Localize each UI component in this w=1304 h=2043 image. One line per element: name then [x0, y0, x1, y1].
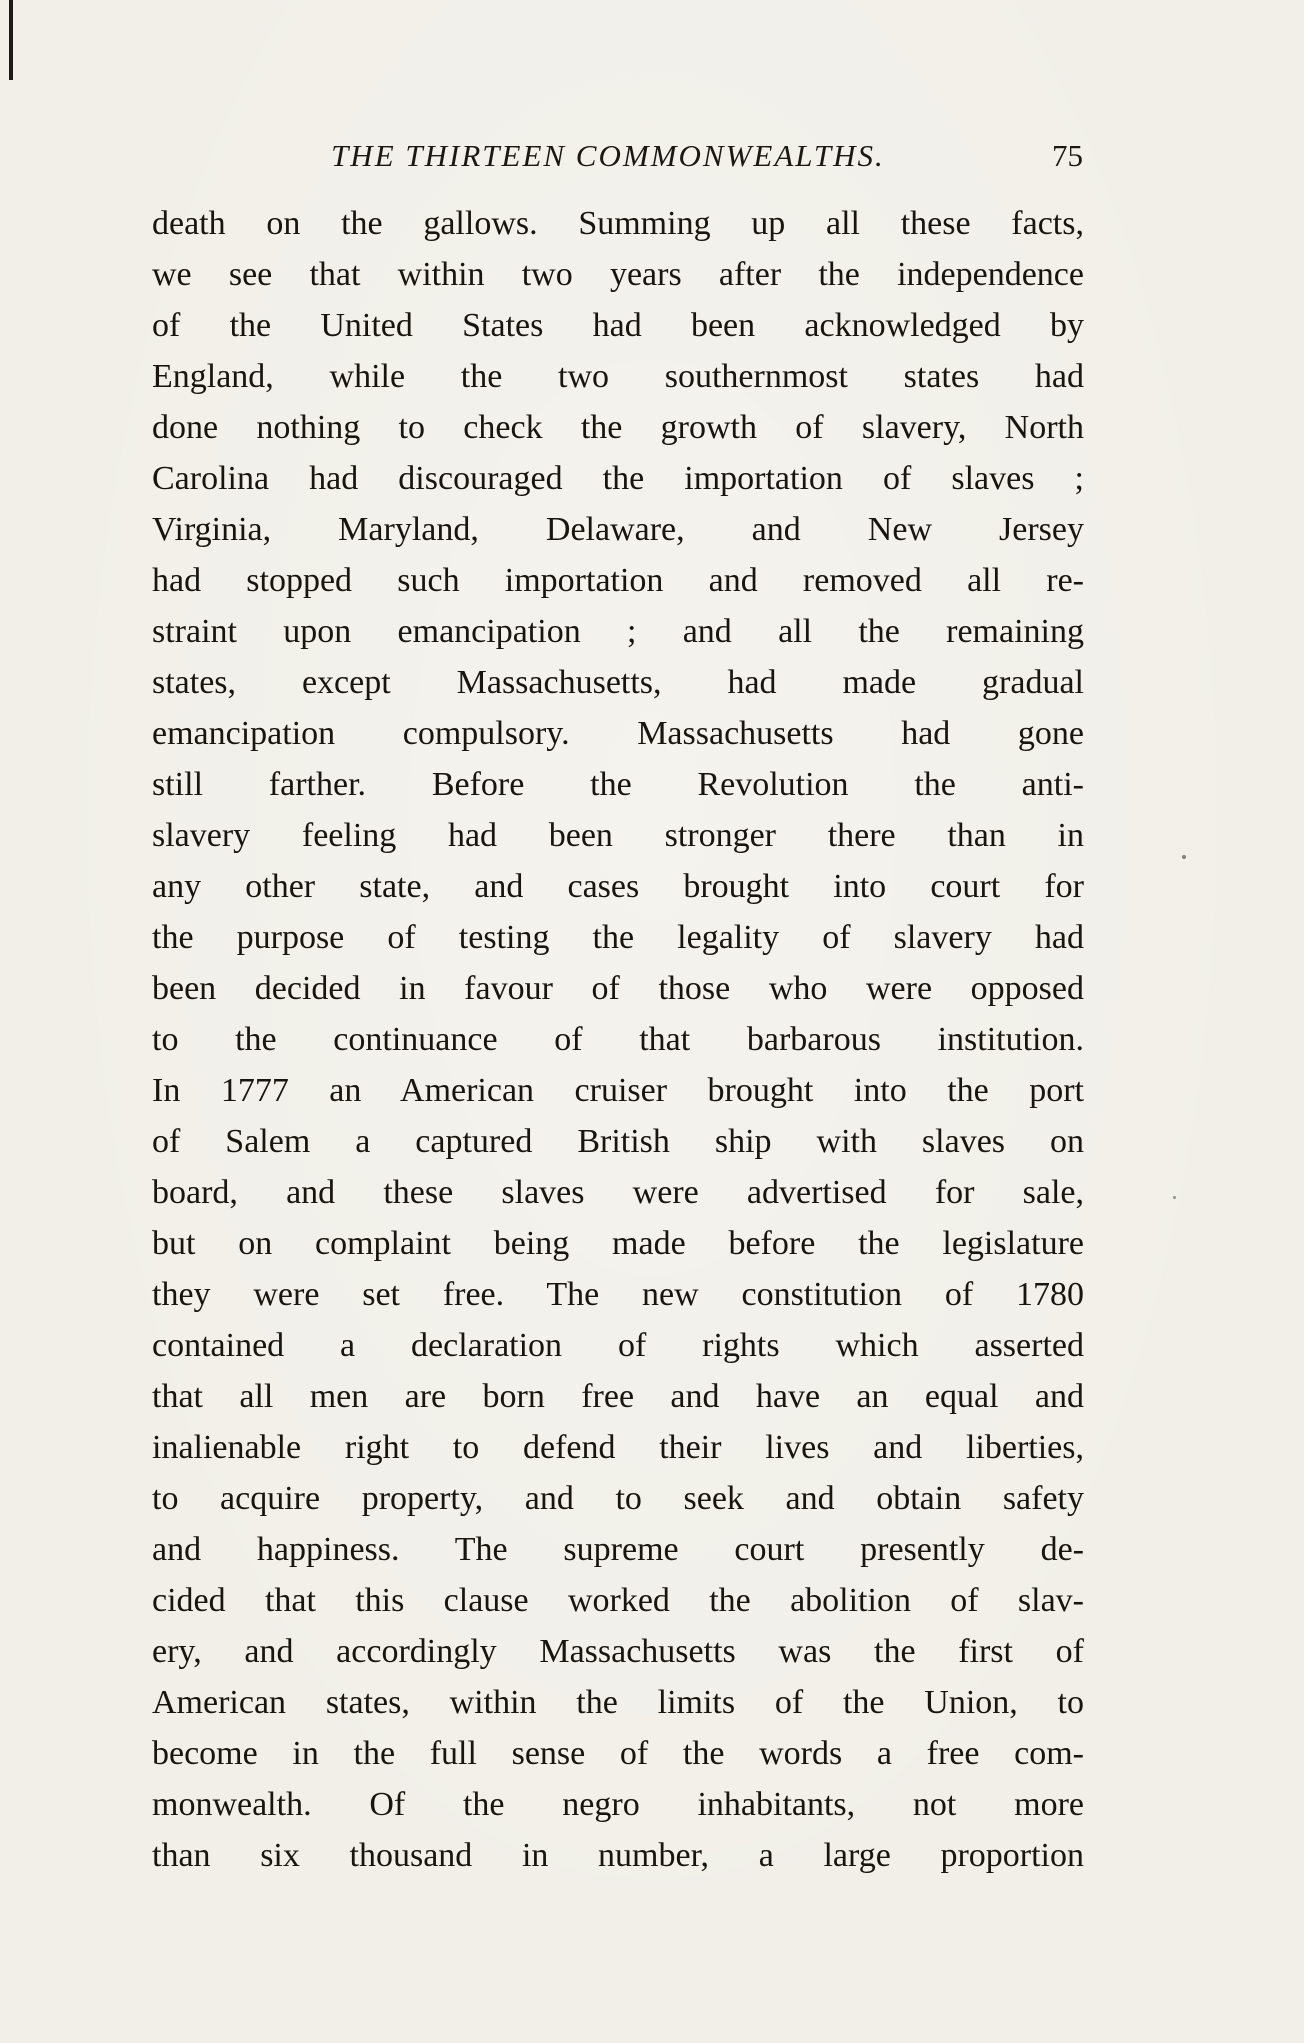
body-text-block	[152, 198, 1084, 1881]
text-line: that all men are born free and have an equal and	[152, 1378, 1084, 1415]
running-title: THE THIRTEEN COMMONWEALTHS.	[331, 138, 885, 173]
text-line: board, and these slaves were advertised for sale,	[152, 1174, 1084, 1211]
text-line: England, while the two southernmost states had	[152, 358, 1084, 395]
text-line: done nothing to check the growth of slavery, North	[152, 409, 1084, 446]
text-line: than six thousand in number, a large proportion	[152, 1837, 1084, 1874]
text-line: inalienable right to defend their lives and liberties,	[152, 1429, 1084, 1466]
text-line: cided that this clause worked the abolition of slav-	[152, 1582, 1084, 1619]
text-line: of Salem a captured British ship with slaves on	[152, 1123, 1084, 1160]
text-line: we see that within two years after the independence	[152, 256, 1084, 293]
text-line: to the continuance of that barbarous institution.	[152, 1021, 1084, 1058]
page-number: 75	[1052, 138, 1083, 173]
text-line: been decided in favour of those who were opposed	[152, 970, 1084, 1007]
scan-artifact-line	[9, 0, 13, 80]
text-line: Virginia, Maryland, Delaware, and New Jersey	[152, 511, 1084, 548]
text-line: death on the gallows. Summing up all these facts,	[152, 205, 1084, 242]
text-line: the purpose of testing the legality of slavery had	[152, 919, 1084, 956]
text-line: monwealth. Of the negro inhabitants, not more	[152, 1786, 1084, 1823]
text-line: Carolina had discouraged the importation of slaves ;	[152, 460, 1084, 497]
text-line: and happiness. The supreme court presently de-	[152, 1531, 1084, 1568]
text-line: but on complaint being made before the legislature	[152, 1225, 1084, 1262]
text-line: ery, and accordingly Massachusetts was the first of	[152, 1633, 1084, 1670]
text-line: American states, within the limits of the Union, to	[152, 1684, 1084, 1721]
text-line: of the United States had been acknowledged by	[152, 307, 1084, 344]
text-line: any other state, and cases brought into court for	[152, 868, 1084, 905]
text-line: states, except Massachusetts, had made gradual	[152, 664, 1084, 701]
text-line: slavery feeling had been stronger there than in	[152, 817, 1084, 854]
page-header	[155, 138, 1083, 182]
scan-speck	[1173, 1196, 1176, 1199]
text-line: emancipation compulsory. Massachusetts had gone	[152, 715, 1084, 752]
text-line: become in the full sense of the words a free com-	[152, 1735, 1084, 1772]
text-line: to acquire property, and to seek and obtain safety	[152, 1480, 1084, 1517]
text-line: contained a declaration of rights which asserted	[152, 1327, 1084, 1364]
text-line: had stopped such importation and removed all re-	[152, 562, 1084, 599]
scan-speck	[1182, 855, 1186, 859]
text-line: still farther. Before the Revolution the anti-	[152, 766, 1084, 803]
text-line: In 1777 an American cruiser brought into the port	[152, 1072, 1084, 1109]
text-line: straint upon emancipation ; and all the remaining	[152, 613, 1084, 650]
text-line: they were set free. The new constitution of 1780	[152, 1276, 1084, 1313]
